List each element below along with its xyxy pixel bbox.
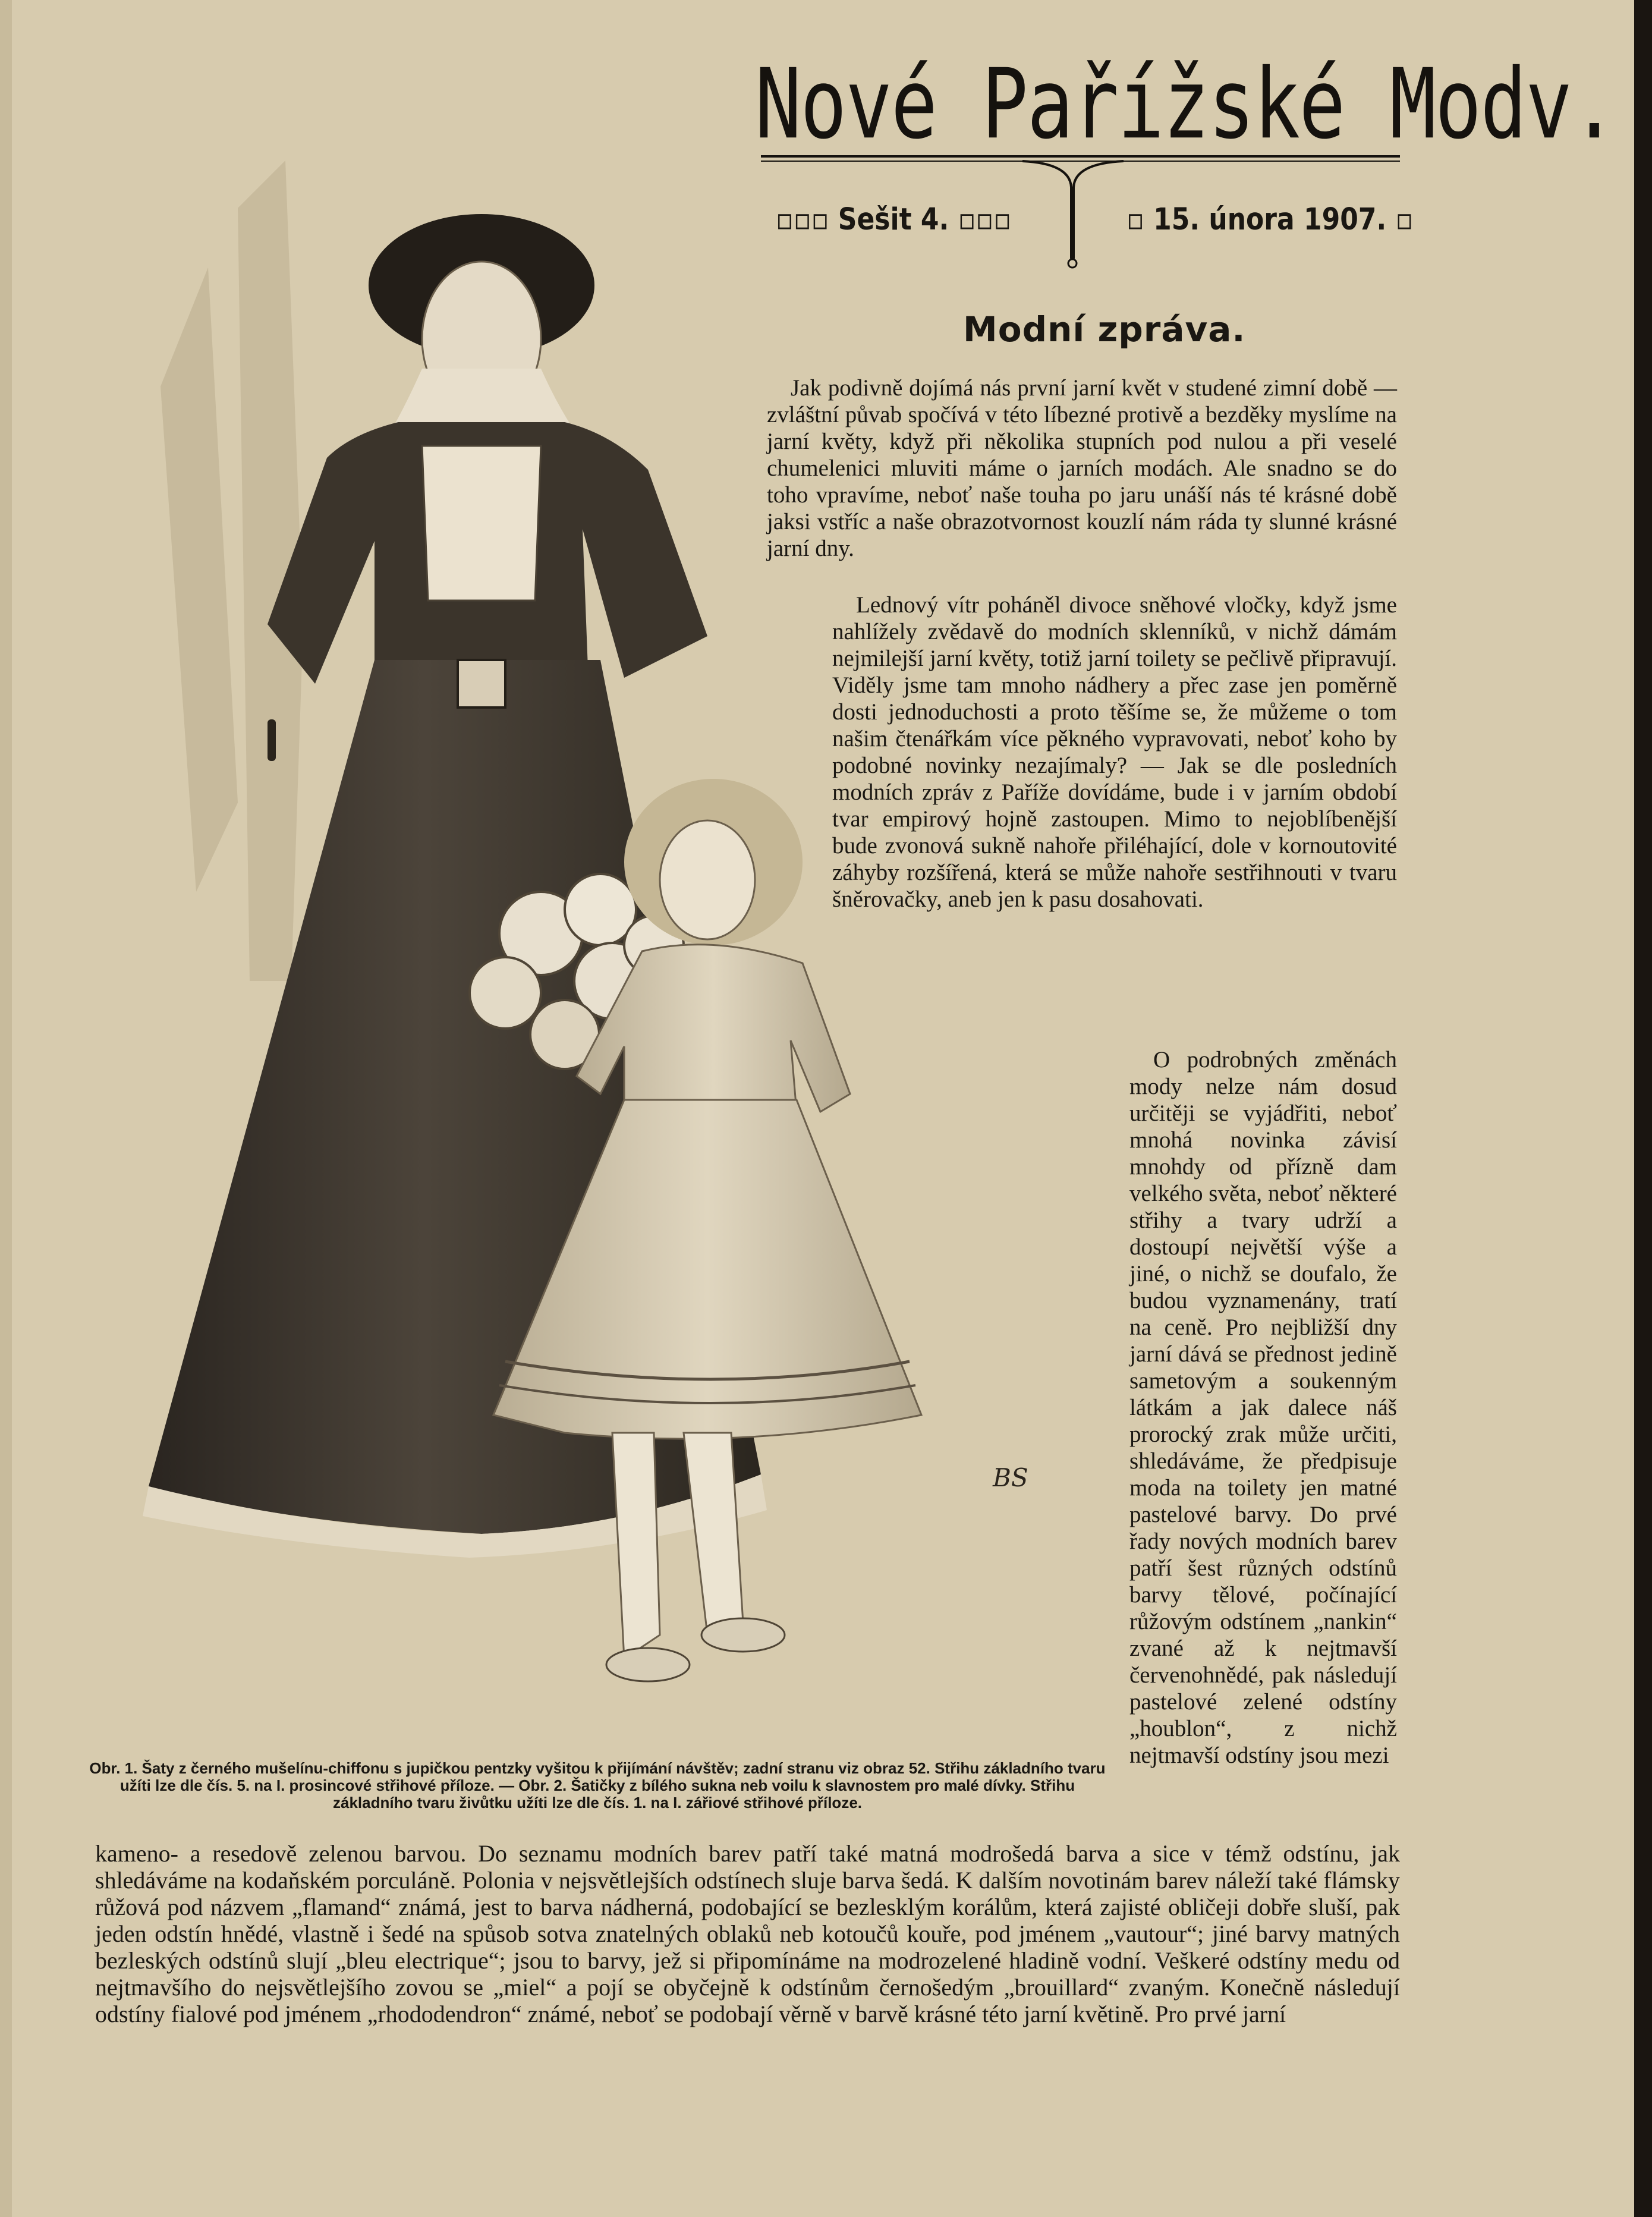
page-left-margin bbox=[0, 0, 12, 2217]
article-continuation: kameno- a resedově zelenou barvou. Do seznamu modních barev patří také matná modrošedá barva a sice v témž odstínu, jak shledáváme na kodaňském porculáně. Polonia v nejsvětlejších odstínech sluje barva šedá. K dalším novotinám barev náleží také flámsky růžová pod názvem „flamand“ známá, jest to barva nádherná, podobající se bezlesklým korálům, která zajisté obličeji dobře sluší, pak jeden odstín hnědé, vlastně i šedé na spůsob sotva znatelných oblaků neb kotoučů kouře, pod jménem „vautour“; jiné barvy matných bezleských odstínů slují „bleu electrique“; jsou to barvy, jež si připomínáme na modrozelené hladině vodní. Veškeré odstíny medu od nejtmavšího do nejsvětlejšího zovou se „miel“ a pojí se obyčejně k odstínům černošedým „brouillard“ zvaným. Konečně následují odstíny fialové pod jménem „rhododendron“ známé, neboť se podobají věrně v barvě krásné této jarní květině. Pro prvé jarní bbox=[95, 1840, 1400, 2027]
article-middle bbox=[832, 592, 1397, 1043]
issue-number: ▫▫▫ Sešit 4. ▫▫▫ bbox=[776, 202, 1012, 237]
article-intro bbox=[767, 375, 1397, 562]
masthead-title: Nové Pařížské Modv. bbox=[755, 48, 1617, 161]
doorway-background bbox=[161, 161, 303, 981]
article-paragraph-1: Jak podivně dojímá nás první jarní květ v studené zimní době — zvláštní půvab spočívá v této líbezné protivě a bezděky myslíme na jarní květy, když při několika stupních pod nulou a při veselé chumelenici mluviti máme o jarních modách. Ale snadno se do toho vpravíme, neboť naše touha po jaru unáší nás té krásné době jaksi vstříc a naše obrazotvornost kouzlí nám ráda ty slunné krásné jarní dny. bbox=[767, 375, 1397, 561]
issue-date: ▫ 15. února 1907. ▫ bbox=[1126, 202, 1414, 237]
figure-caption: Obr. 1. Šaty z černého mušelínu-chiffonu s jupičkou pentzky vyšitou k přijímání návštěv; zadní stranu viz obraz 52. Střihu základního tvaru užíti lze dle čís. 5. na I. prosincové střihové příloze. — Obr. 2. Šatičky z bílého sukna neb voilu k slavnostem pro malé dívky. Střihu základního tvaru živůtku užíti lze dle čís. 1. na I. zářiové střihové příloze. bbox=[89, 1759, 1106, 1812]
article-narrow bbox=[1129, 1046, 1397, 1769]
artist-monogram: BS bbox=[993, 1463, 1028, 1492]
page-right-edge bbox=[1634, 0, 1652, 2217]
article-heading: Modní zpráva. bbox=[963, 309, 1246, 350]
article-paragraph-3: O podrobných změnách mody nelze nám dosud určitěji se vyjádřiti, neboť mnohá novinka závisí mnohdy od přízně dam velkého světa, neboť některé střihy a tvary udrží a dostoupí největší výše a jiné, o nichž se doufalo, že budou vyznamenány, tratí na ceně. Pro nejbližší dny jarní dává se přednost jedině sametovým a soukenným látkám a jak dalece náš prorocký zrak může určiti, shledáváme, že předpisuje moda na toilety jen matné pastelové barvy. Do prvé řady nových modních barev patří šest různých odstínů barvy tělové, počínající růžovým odstínem „nankin“ zvané až k nejtmavší červenohnědé, pak následují pastelové zelené odstíny „houblon“, z nichž nejtmavší odstíny jsou mezi bbox=[1129, 1047, 1397, 1768]
article-paragraph-2: Lednový vítr poháněl divoce sněhové vločky, když jsme nahlížely zvědavě do modních sklenníků, v nichž dámám nejmilejší jarní květy, totiž jarní toilety se pečlivě připravují. Viděly jsme tam mnoho nádhery a přec zase jen poměrně dosti jednoduchosti a proto těšíme se, že můžeme o tom našim čtenářkám více pěkného vypravovati, neboť koho by podobné novinky nezajímaly? — Jak se dle posledních modních zpráv z Paříže dovídáme, bude i v jarním období tvar empirový hojně zastoupen. Mimo to nejoblíbenější bude zvonová sukně nahoře přiléhající, dole v kornoutovité záhyby rozšířená, která se může nahoře sestřihnouti v tvaru šněrovačky, aneb jen k pasu dosahovati. bbox=[832, 592, 1397, 912]
